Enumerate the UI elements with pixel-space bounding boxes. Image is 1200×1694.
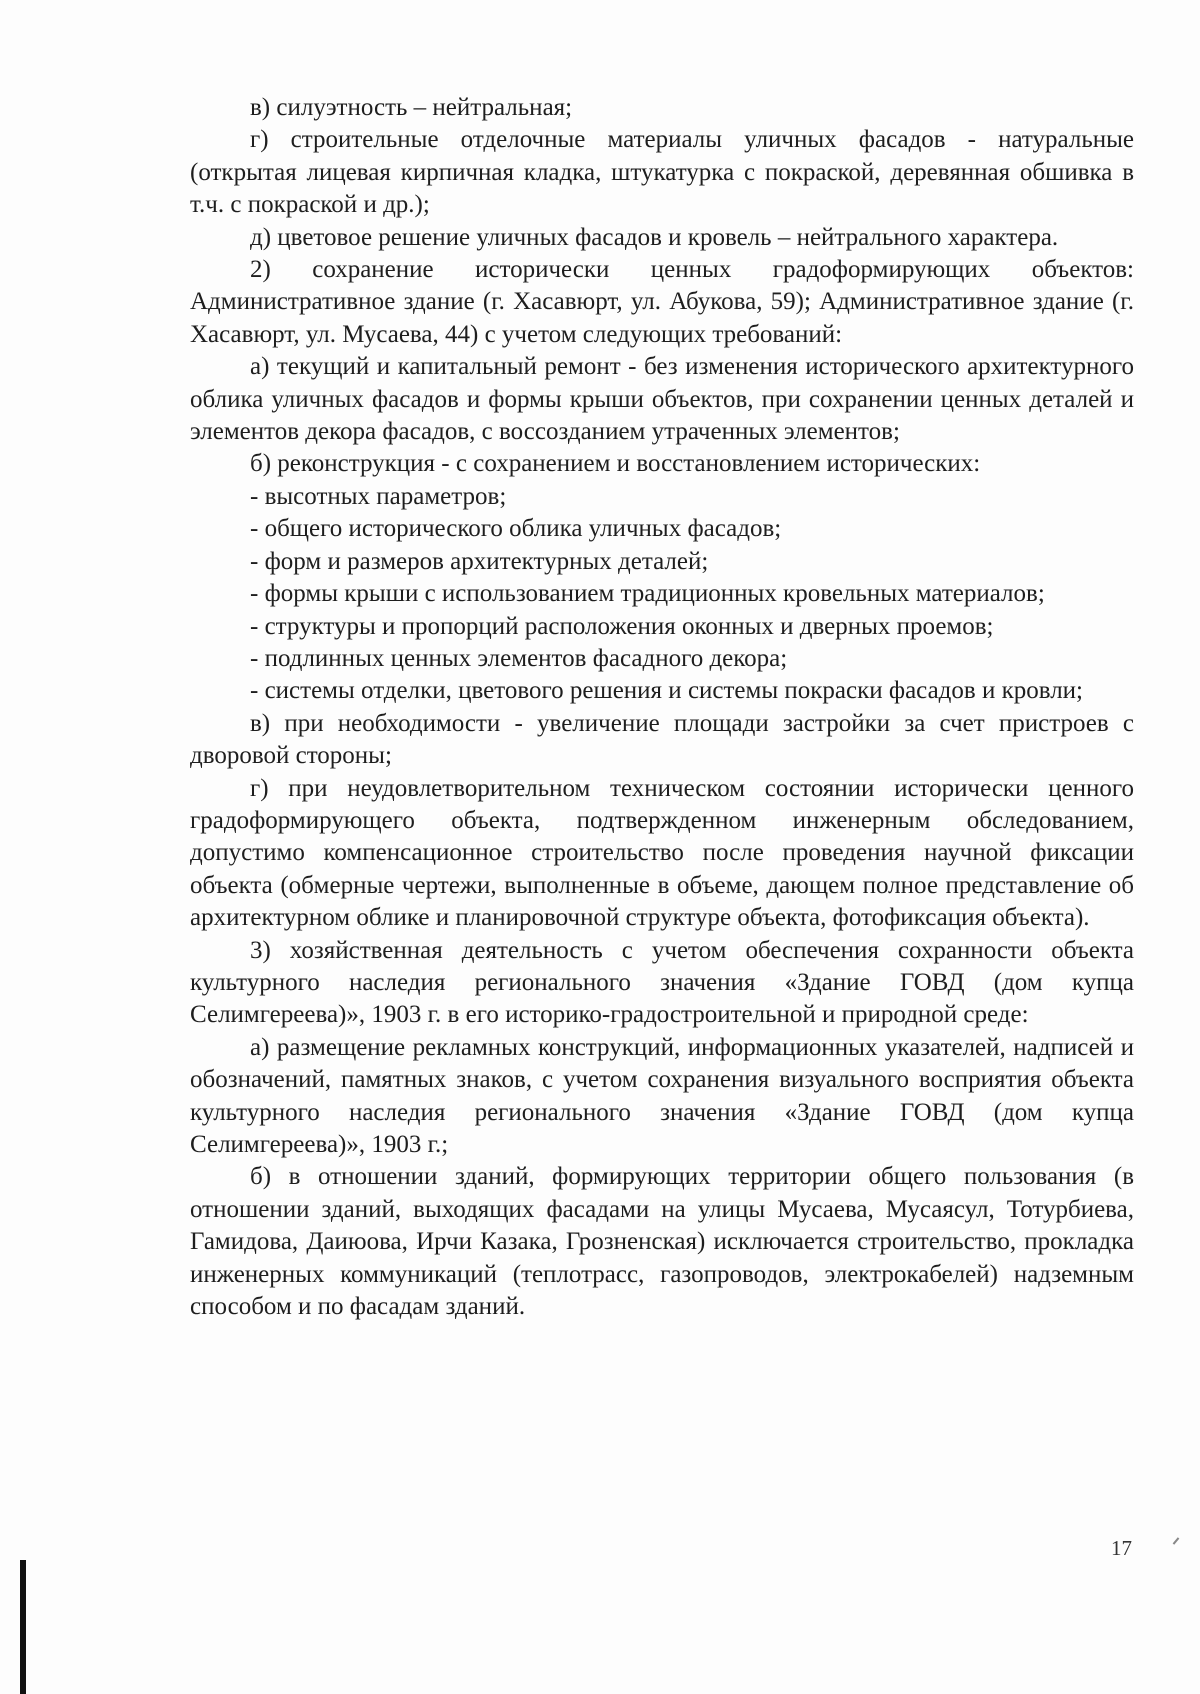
list-item-finishing-systems: - системы отделки, цветового решения и системы покраски фасадов и кровли; — [250, 677, 1084, 705]
page-number: 17 — [1111, 1536, 1132, 1560]
list-item-openings: - структуры и пропорций расположения оконных и дверных проемов; — [250, 612, 994, 640]
paragraph-preservation-objects: 2) сохранение исторически ценных градоформирующих объектов: Административное здание (г. Хасавюрт, ул. Абукова, 59); Административное здание (г. Хасавюрт, ул. Мусаева, 44) с учетом следующих требований: — [190, 256, 1134, 348]
paragraph-color-solution: д) цветовое решение уличных фасадов и кровель – нейтрального характера. — [250, 223, 1059, 251]
paragraph-economic-activity: 3) хозяйственная деятельность с учетом обеспечения сохранности объекта культурного наследия регионального значения «Здание ГОВД (дом купца Селимгереева)», 1903 г. в его историко-градостроительной и природной среде: — [190, 936, 1134, 1029]
scan-speck — [1173, 1537, 1180, 1544]
scan-edge-mark — [20, 1560, 26, 1694]
paragraph-finishing-materials: г) строительные отделочные материалы уличных фасадов - натуральные (открытая лицевая кирпичная кладка, штукатурка с покраской, деревянная обшивка в т.ч. с покраской и др.); — [190, 126, 1134, 219]
paragraph-building-area: в) при необходимости - увеличение площади застройки за счет пристроев с дворовой стороны; — [190, 709, 1134, 770]
paragraph-silhouette: в) силуэтность – нейтральная; — [250, 94, 573, 121]
paragraph-public-territories: б) в отношении зданий, формирующих территории общего пользования (в отношении зданий, выходящих фасадами на улицы Мусаева, Мусаясул, Тотурбиева, Гамидова, Даиюова, Ирчи Казака, Грозненская) исключается строительство, прокладка инженерных коммуникаций (теплотрасс, газопроводов, электрокабелей) надземным способом и по фасадам зданий. — [190, 1163, 1134, 1321]
list-item-decor-elements: - подлинных ценных элементов фасадного декора; — [250, 644, 788, 672]
paragraph-advertising: а) размещение рекламных конструкций, информационных указателей, надписей и обозначений, памятных знаков, с учетом сохранения визуального восприятия объекта культурного наследия регионального значения «Здание ГОВД (дом купца Селимгереева)», 1903 г.; — [190, 1033, 1134, 1158]
list-item-height-params: - высотных параметров; — [250, 482, 507, 510]
list-item-roof-forms: - формы крыши с использованием традиционных кровельных материалов; — [250, 580, 1045, 608]
paragraph-reconstruction: б) реконструкция - с сохранением и восстановлением исторических: — [250, 450, 981, 478]
list-item-architectural-details: - форм и размеров архитектурных деталей; — [250, 547, 709, 575]
document-body — [190, 92, 1134, 1323]
paragraph-repair: а) текущий и капитальный ремонт - без изменения исторического архитектурного облика уличных фасадов и формы крыши объектов, при сохранении ценных деталей и элементов декора фасадов, с воссозданием утраченных элементов; — [190, 353, 1134, 446]
paragraph-compensation-construction: г) при неудовлетворительном техническом состоянии исторически ценного градоформирующего объекта, подтвержденном инженерным обследованием, допустимо компенсационное строительство после проведения научной фиксации объекта (обмерные чертежи, выполненные в объеме, дающем полное представление об архитектурном облике и планировочной структуре объекта, фотофиксация объекта). — [190, 774, 1134, 932]
list-item-facade-appearance: - общего исторического облика уличных фасадов; — [250, 515, 782, 543]
